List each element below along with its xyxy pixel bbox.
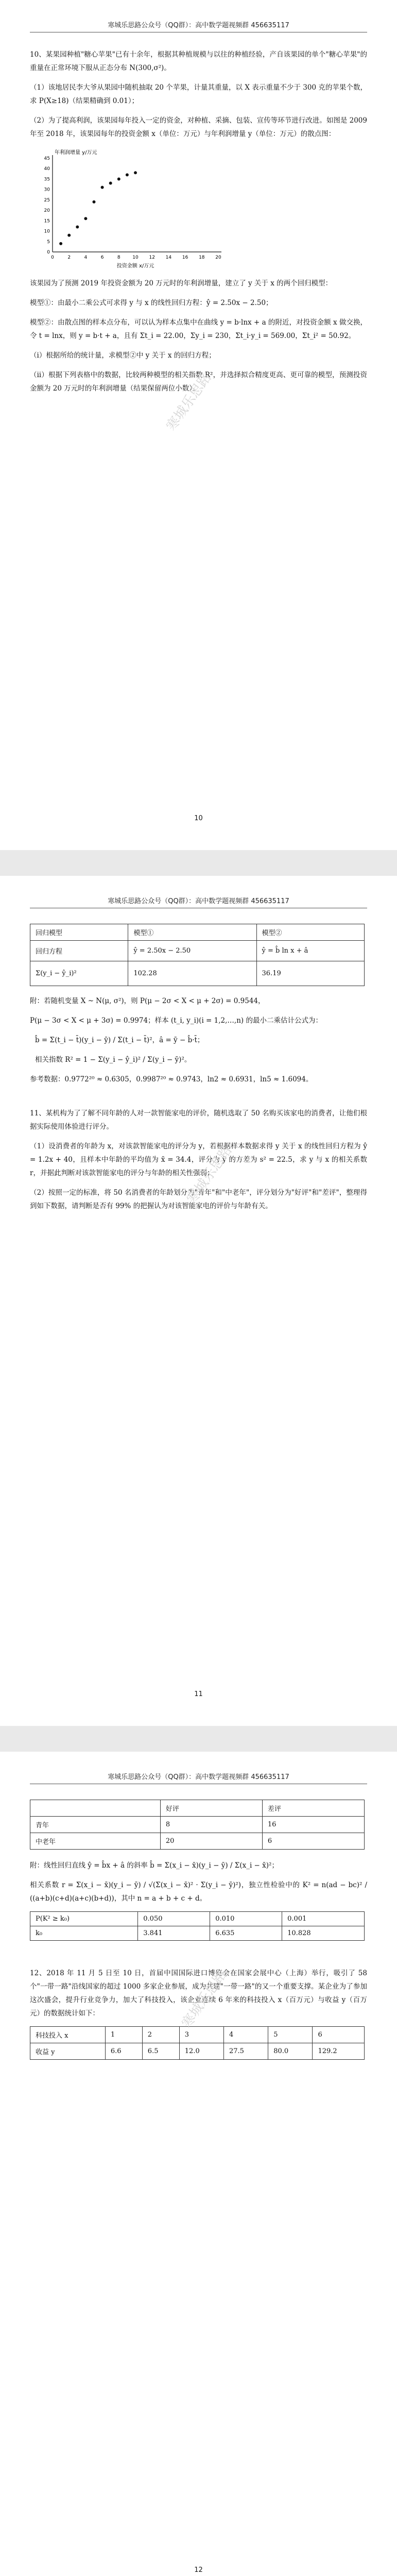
y-tick-label: 30 <box>44 187 50 193</box>
table-header: 回归模型 <box>30 924 128 941</box>
data-point <box>59 242 62 245</box>
table-cell: 收益 y <box>30 2043 106 2060</box>
page-number: 10 <box>194 815 203 822</box>
data-point <box>76 225 79 228</box>
table-cell: P(K² ≥ k₀) <box>30 1912 138 1926</box>
table-cell: 6.6 <box>105 2043 142 2060</box>
table-header <box>30 1800 161 1817</box>
data-point <box>101 186 104 189</box>
q11-part1: （1）设消费者的年龄为 x，对该款智能家电的评分为 y，若根据样本数据求得 y 关于 x 的线性回归方程为 ŷ = 1.2x + 40，且样本中年龄的平均值为 x̄ = 34.4，评分为 ȳ 的方差为 s² = 22.5，求 y 与 x 的相关系数 r，并据此判断对该款智能家电的评分与年龄的相关性强弱； <box>30 1142 367 1177</box>
y-tick-label: 0 <box>47 250 50 255</box>
y-tick-label: 25 <box>44 197 50 203</box>
q10-model1: 模型①：由最小二乘公式可求得 y 与 x 的线性回归方程：ŷ = 2.50x − 2.50； <box>30 299 273 307</box>
table-header: 差评 <box>262 1800 364 1817</box>
table-cell: 6.5 <box>142 2043 179 2060</box>
table-cell: 102.28 <box>128 961 256 986</box>
table-cell: 6.635 <box>210 1926 282 1941</box>
table-cell: 12.0 <box>179 2043 223 2060</box>
data-point <box>134 171 137 174</box>
watermark: 寒城乐思路 <box>184 1143 235 1207</box>
ref-line: 附：若随机变量 X ~ N(μ, σ²)，则 P(μ − 2σ < X < μ + 2σ) = 0.9544， <box>30 997 265 1005</box>
ref-line: 参考数据：0.9772²⁰ ≈ 0.6305，0.9987²⁰ ≈ 0.9743，ln2 ≈ 0.6931，ln5 ≈ 1.6094。 <box>30 1075 313 1083</box>
page-number: 12 <box>194 2566 203 2574</box>
y-tick-label: 10 <box>44 229 50 234</box>
critical-value-table <box>30 1911 365 1941</box>
table-cell: 青年 <box>30 1817 161 1833</box>
y-tick-label: 35 <box>44 177 50 182</box>
q10-model2: 模型②：由散点图的样本点分布，可以认为样本点集中在曲线 y = b·lnx + a 的附近，对投资金额 x 做交换，令 t = lnx，则 y = b·t + a，且有 Σt_i = 22.00，Σy_i = 230，Σt_i·y_i = 569.00，Σt_i² = 50.92。 <box>30 318 367 340</box>
contingency-table <box>30 1800 365 1850</box>
table-cell: 20 <box>160 1833 262 1850</box>
x-tick-label: 4 <box>84 255 88 260</box>
table-cell: 5 <box>268 2027 313 2043</box>
table-cell: 16 <box>262 1817 364 1833</box>
page-10 <box>0 0 397 850</box>
table-cell: 3 <box>179 2027 223 2043</box>
x-tick-label: 20 <box>215 255 221 260</box>
x-tick-label: 6 <box>100 255 104 260</box>
data-point <box>109 182 112 185</box>
data-point <box>67 234 71 237</box>
y-tick-label: 15 <box>44 218 50 224</box>
table-cell: 回归方程 <box>30 941 128 961</box>
page-header: 寒城乐思路公众号（QQ群）：高中数学题视频群 456635117 <box>30 895 367 908</box>
x-tick-label: 18 <box>199 255 205 260</box>
table-cell: 科技投入 x <box>30 2027 106 2043</box>
q10-part1: （1）该地居民李大爷从果园中随机抽取 20 个苹果，计量其重量，以 X 表示重量不少于 300 克的苹果个数，求 P(X≥18)（结果精确到 0.01）； <box>30 83 367 105</box>
watermark: 寒城乐思路 <box>179 1967 230 2031</box>
page-11 <box>0 876 397 1726</box>
page-number: 11 <box>194 1690 203 1698</box>
page-header: 寒城乐思路公众号（QQ群）：高中数学题视频群 456635117 <box>30 1771 367 1784</box>
table-cell: k₀ <box>30 1926 138 1941</box>
q10-part2b: 该果园为了预测 2019 年投资金额为 20 万元时的年利润增量，建立了 y 关于 x 的两个回归模型： <box>30 279 333 287</box>
model-compare-table <box>30 924 365 986</box>
x-tick-label: 16 <box>182 255 188 260</box>
data-point <box>84 217 87 220</box>
y-tick-label: 45 <box>44 156 50 161</box>
q10-sub1: （i）根据所给的统计量，求模型②中 y 关于 x 的回归方程； <box>30 351 216 360</box>
table-cell: 2 <box>142 2027 179 2043</box>
ref-line: 相关指数 R² = 1 − Σ(y_i − ŷ_i)² / Σ(y_i − ȳ)²。 <box>35 1056 192 1064</box>
q10-intro: 10、某果园种植"糖心苹果"已有十余年，根据其种植规模与以往的种植经验，产自该果园的单个"糖心苹果"的重量在正常环境下服从正态分布 N(300,σ²)。 <box>30 50 367 72</box>
table-cell: 6 <box>262 1833 364 1850</box>
table-cell: 0.050 <box>138 1912 210 1926</box>
q11-part2: （2）按照一定的标准，将 50 名消费者的年龄划分为"青年"和"中老年"，评分划分为"好评"和"差评"，整理得到如下数据，请判断是否有 99% 的把握认为对该智能家电的评价与年龄有关。 <box>30 1189 367 1210</box>
table-cell: 4 <box>224 2027 268 2043</box>
x-tick-label: 14 <box>165 255 172 260</box>
table-cell: 0.001 <box>282 1912 365 1926</box>
page-header: 寒城乐思路公众号（QQ群）：高中数学题视频群 456635117 <box>30 20 367 32</box>
table-cell: ŷ = 2.50x − 2.50 <box>128 941 256 961</box>
x-tick-label: 2 <box>67 255 71 260</box>
table-header: 模型② <box>256 924 364 941</box>
y-tick-label: 40 <box>44 166 50 172</box>
q11-intro: 11、某机构为了了解不同年龄的人对一款智能家电的评价，随机选取了 50 名购买该家电的消费者，让他们根据实际使用体验进行评分。 <box>30 1109 367 1131</box>
table-cell: 8 <box>160 1817 262 1833</box>
data-point <box>93 200 96 204</box>
table-cell: 0.010 <box>210 1912 282 1926</box>
table-cell: 129.2 <box>313 2043 365 2060</box>
page-12 <box>0 1752 397 2576</box>
table-cell: 中老年 <box>30 1833 161 1850</box>
x-tick-label: 10 <box>132 255 139 260</box>
profit-scatter-chart <box>30 147 226 270</box>
y-axis-label: 年利润增量 y/万元 <box>55 150 97 156</box>
x-tick-label: 8 <box>117 255 120 260</box>
data-point <box>117 177 120 180</box>
q10-sub2: （ii）根据下列表格中的数据，比较两种模型的相关指数 R²，并选择拟合精度更高、更可靠的模型，预测投资金额为 20 万元时的年利润增量（结果保留两位小数）。 <box>30 371 367 393</box>
table-cell: 36.19 <box>256 961 364 986</box>
data-point <box>126 173 129 176</box>
table-cell: 6 <box>313 2027 365 2043</box>
table-cell: ŷ = b̂ ln x + â <box>256 941 364 961</box>
table-cell: Σ(y_i − ŷ_i)² <box>30 961 128 986</box>
q12-intro: 12、2018 年 11 月 5 日至 10 日，首届中国国际进口博览会在国家会展中心（上海）举行，吸引了 58 个"一带一路"沿线国家的超过 1000 多家企业参展，成为共建"一带一路"的又一个重要支撑。某企业为了参加这次盛会，提升行业竞争力，加大了科技投入，该企业连续 6 年来的科技投入 x（百万元）与收益 y（百万元）的数据统计如下： <box>30 1969 367 2018</box>
table-header: 模型① <box>128 924 256 941</box>
formula-r: 相关系数 r = Σ(x_i − x̄)(y_i − ȳ) / √(Σ(x_i − x̄)² · Σ(y_i − ȳ)²)，独立性检验中的 K² = n(ad − bc)² / ((a+b)(c+d)(a+c)(b+d))，其中 n = a + b + c + d。 <box>30 1881 367 1903</box>
table-cell: 3.841 <box>138 1926 210 1941</box>
y-tick-label: 5 <box>47 239 50 245</box>
investment-data-table <box>30 2026 365 2060</box>
table-cell: 80.0 <box>268 2043 313 2060</box>
x-tick-label: 12 <box>149 255 155 260</box>
formula-intro: 附：线性回归直线 ŷ = b̂x + â 的斜率 b̂ = Σ(x_i − x̄)(y_i − ȳ) / Σ(x_i − x̄)²； <box>30 1861 279 1870</box>
table-cell: 1 <box>105 2027 142 2043</box>
ref-line: b̂ = Σ(t_i − t̄)(y_i − ȳ) / Σ(t_i − t̄)²，â = ȳ − b̂·t̄； <box>35 1036 204 1044</box>
q10-part2: （2）为了提高利润，该果园每年投入一定的资金，对种植、采摘、包装、宣传等环节进行改进。如图是 2009 年至 2018 年，该果园每年的投资金额 x（单位：万元）与年利润增量 y（单位：万元）的散点图： <box>30 116 367 138</box>
ref-line: P(μ − 3σ < X < μ + 3σ) = 0.9974；样本 (t_i, y_i)(i = 1,2,…,n) 的最小二乘估计公式为： <box>30 1016 322 1025</box>
x-axis-label: 投资金额 x/万元 <box>116 263 154 269</box>
watermark: 寒城乐思路 <box>163 370 215 434</box>
y-tick-label: 20 <box>44 208 50 214</box>
x-tick-label: 0 <box>51 255 54 260</box>
table-cell: 27.5 <box>224 2043 268 2060</box>
table-header: 好评 <box>160 1800 262 1817</box>
table-cell: 10.828 <box>282 1926 365 1941</box>
